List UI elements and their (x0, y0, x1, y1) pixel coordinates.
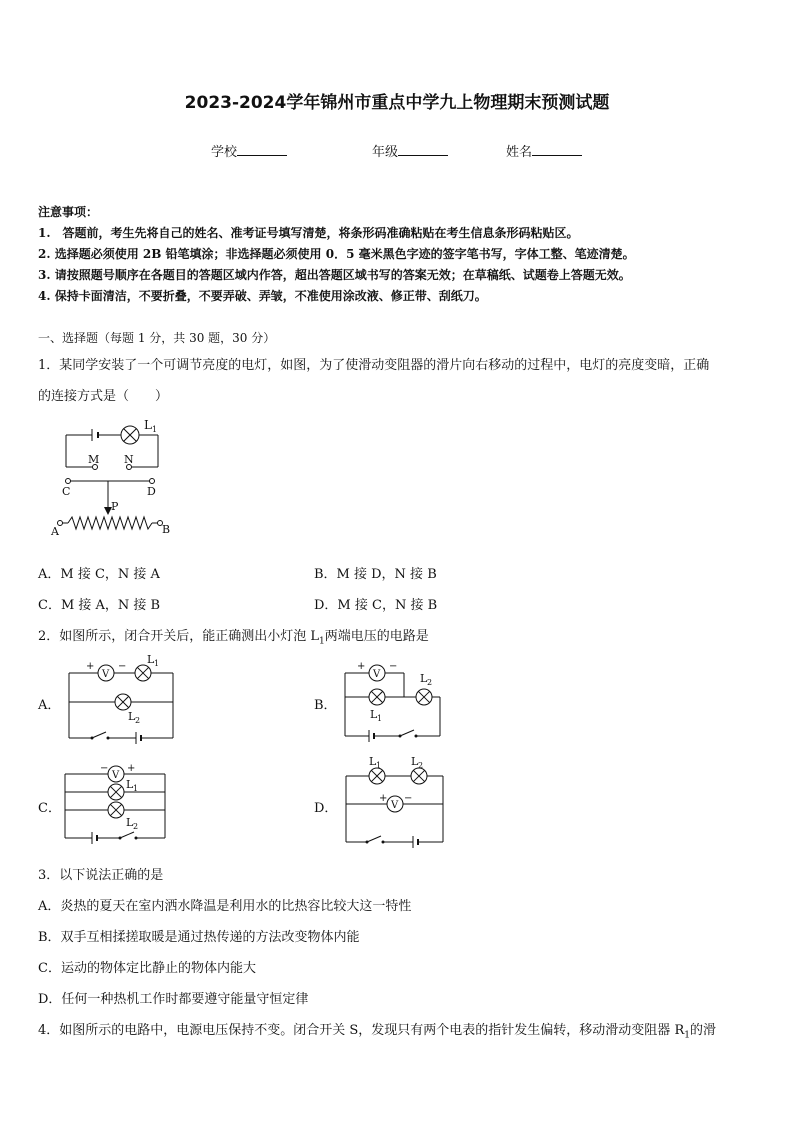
notice-item: 4. 保持卡面清洁，不要折叠，不要弄破、弄皱，不准使用涂改液、修正带、刮纸刀。 (38, 289, 487, 303)
q4-stem-sub: 1 (684, 1030, 690, 1041)
notice-item: 2. 选择题必须使用 2B 铅笔填涂；非选择题必须使用 0．5 毫米黑色字迹的签字笔书写，字体工整、笔迹清楚。 (38, 247, 635, 261)
label-b: B (162, 523, 171, 536)
name-field[interactable] (506, 141, 582, 160)
q2-option-a[interactable]: A． (38, 698, 61, 713)
svg-text:L: L (370, 708, 378, 721)
svg-text:+: + (127, 763, 136, 774)
q2-stem-sub: 1 (319, 636, 325, 647)
label-n: N (124, 453, 134, 466)
notice-item: 1. 答题前，考生先将自己的姓名、准考证号填写清楚，将条形码准确粘贴在考生信息条形码粘贴区。 (38, 226, 579, 240)
name-blank (532, 143, 582, 156)
q3-option-a[interactable]: A．炎热的夏天在室内洒水降温是利用水的比热容比较大这一特性 (38, 899, 412, 914)
svg-text:L: L (147, 653, 155, 666)
lamp-label: L (144, 418, 152, 432)
q2-circuit-b (344, 660, 444, 745)
label-d: D (147, 485, 156, 498)
svg-text:L: L (411, 755, 419, 768)
q4-stem: 4．如图所示的电路中，电源电压保持不变。闭合开关 S，发现只有两个电表的指针发生偏转，移动滑动变阻器 $R_1$的滑 (38, 1023, 716, 1041)
grade-blank (398, 143, 448, 156)
label-p: P (111, 500, 119, 513)
q2-circuit-c (64, 762, 169, 847)
grade-label: 年级 (372, 145, 399, 160)
svg-text:1: 1 (133, 784, 139, 793)
q1-option-c[interactable]: C．M 接 A，N 接 B (38, 598, 161, 613)
q3-stem: 3．以下说法正确的是 (38, 868, 164, 883)
svg-text:+: + (379, 793, 388, 804)
svg-text:2: 2 (418, 761, 424, 770)
q2-circuit-a (68, 655, 178, 750)
q1-option-a[interactable]: A．M 接 C，N 接 A (38, 567, 160, 582)
svg-text:2: 2 (133, 822, 139, 831)
label-a: A (51, 525, 59, 538)
q3-option-c[interactable]: C．运动的物体定比静止的物体内能大 (38, 961, 256, 976)
lamp-sub: 1 (152, 425, 158, 434)
school-blank (237, 143, 287, 156)
q2-option-b[interactable]: B． (314, 698, 337, 713)
svg-text:V: V (102, 669, 110, 680)
q1-option-d[interactable]: D．M 接 C，N 接 B (314, 598, 438, 613)
svg-text:L: L (126, 778, 134, 791)
svg-text:−: − (404, 793, 413, 804)
svg-text:−: − (118, 661, 127, 672)
q3-option-b[interactable]: B．双手互相揉搓取暖是通过热传递的方法改变物体内能 (38, 930, 360, 945)
label-c: C (62, 485, 71, 498)
svg-text:−: − (389, 661, 398, 672)
svg-text:2: 2 (135, 716, 141, 725)
svg-text:+: + (357, 661, 366, 672)
q1-circuit-figure (40, 415, 190, 545)
grade-field[interactable] (372, 141, 448, 160)
notice-item: 3. 请按照题号顺序在各题目的答题区域内作答，超出答题区域书写的答案无效；在草稿纸、试题卷上答题无效。 (38, 268, 631, 282)
svg-text:2: 2 (427, 678, 433, 687)
q2-circuit-d (345, 756, 445, 848)
svg-text:V: V (391, 800, 399, 811)
svg-text:1: 1 (376, 761, 382, 770)
q2-option-c[interactable]: C． (38, 801, 61, 816)
svg-text:+: + (86, 661, 95, 672)
school-field[interactable] (211, 141, 287, 160)
svg-text:L: L (369, 755, 377, 768)
q1-stem-line2: 的连接方式是（ ） (38, 389, 169, 404)
school-label: 学校 (211, 145, 238, 160)
svg-text:−: − (100, 763, 109, 774)
label-m: M (88, 453, 100, 466)
svg-text:L: L (126, 816, 134, 829)
q3-option-d[interactable]: D．任何一种热机工作时都要遵守能量守恒定律 (38, 992, 309, 1007)
svg-text:1: 1 (154, 659, 160, 668)
notice-heading: 注意事项： (38, 205, 99, 219)
q1-option-b[interactable]: B．M 接 D，N 接 B (314, 567, 437, 582)
name-label: 姓名 (506, 145, 533, 160)
svg-text:L: L (420, 672, 428, 685)
svg-text:1: 1 (377, 714, 383, 723)
q1-stem-line1: 1．某同学安装了一个可调节亮度的电灯，如图，为了使滑动变阻器的滑片向右移动的过程中，电灯的亮度变暗，正确 (38, 358, 710, 373)
svg-text:L: L (128, 710, 136, 723)
q2-stem: 2．如图所示，闭合开关后，能正确测出小灯泡 $L_1$两端电压的电路是 (38, 629, 429, 647)
svg-text:V: V (112, 770, 120, 781)
svg-text:V: V (373, 669, 381, 680)
q2-option-d[interactable]: D． (314, 801, 338, 816)
page-title: 2023-2024学年锦州市重点中学九上物理期末预测试题 (184, 93, 610, 113)
section-heading: 一、选择题（每题 1 分，共 30 题，30 分） (38, 331, 276, 345)
